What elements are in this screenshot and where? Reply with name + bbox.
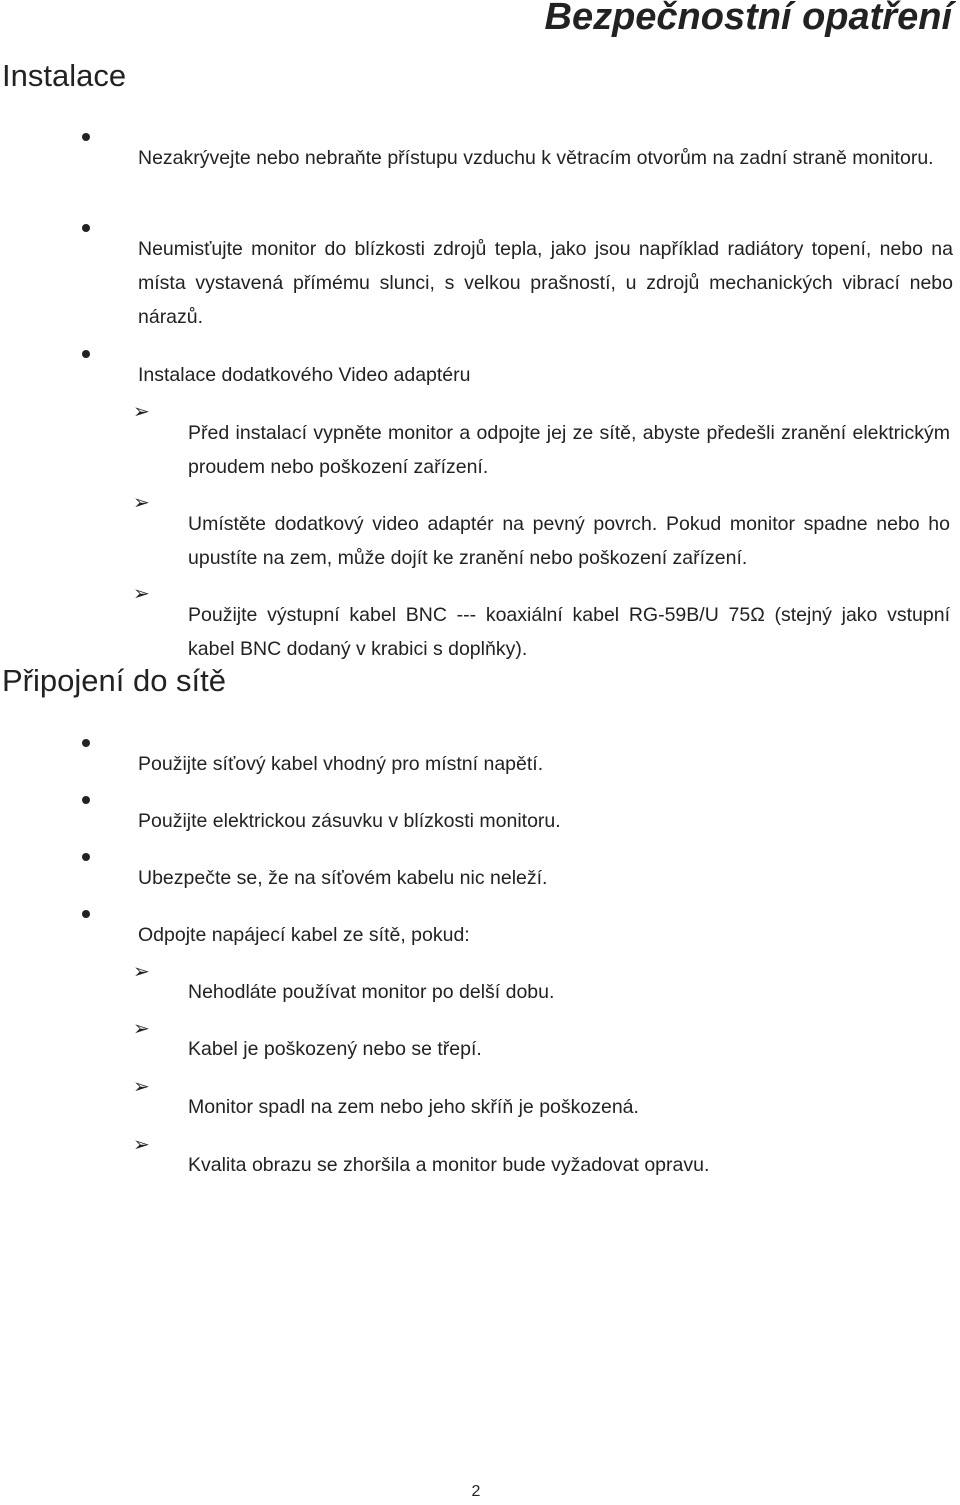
arrow-bullet-icon: ➢	[133, 401, 150, 423]
heading-installation: Instalace	[2, 58, 127, 93]
bullet-icon	[82, 853, 90, 861]
list-item: Instalace dodatkového Video adaptéru	[138, 363, 471, 386]
list-item: Nezakrývejte nebo nebraňte přístupu vzduchu k větracím otvorům na zadní straně monitoru.	[138, 146, 934, 169]
page-number: 2	[471, 1483, 481, 1500]
list-item: Použijte elektrickou zásuvku v blízkosti monitoru.	[138, 809, 561, 832]
bullet-icon	[82, 910, 90, 918]
bullet-icon	[82, 739, 90, 747]
arrow-bullet-icon: ➢	[133, 1018, 150, 1040]
document-title: Bezpečnostní opatření	[544, 0, 952, 38]
sub-list-item: Kabel je poškozený nebo se třepí.	[188, 1037, 482, 1060]
list-item: Použijte síťový kabel vhodný pro místní napětí.	[138, 752, 544, 775]
bullet-icon	[82, 133, 90, 141]
sub-list-item: Nehodláte používat monitor po delší dobu.	[188, 980, 555, 1003]
sub-list-item: Kvalita obrazu se zhoršila a monitor bude vyžadovat opravu.	[188, 1153, 710, 1176]
heading-network-connection: Připojení do sítě	[2, 663, 227, 698]
sub-list-item: Použijte výstupní kabel BNC --- koaxiální kabel RG-59B/U 75Ω (stejný jako vstupní kabel BNC dodaný v krabici s doplňky).	[188, 603, 950, 660]
sub-list-item: Umístěte dodatkový video adaptér na pevný povrch. Pokud monitor spadne nebo ho upustíte na zem, může dojít ke zranění nebo poškození zařízení.	[188, 512, 950, 569]
arrow-bullet-icon: ➢	[133, 492, 150, 514]
arrow-bullet-icon: ➢	[133, 1134, 150, 1156]
list-item: Neumisťujte monitor do blízkosti zdrojů tepla, jako jsou například radiátory topení, nebo na místa vystavená přímému slunci, s velkou prašností, u zdrojů mechanických vibrací nebo nárazů.	[138, 237, 953, 328]
arrow-bullet-icon: ➢	[133, 583, 150, 605]
bullet-icon	[82, 224, 90, 232]
sub-list-item: Monitor spadl na zem nebo jeho skříň je poškozená.	[188, 1095, 639, 1118]
list-item: Odpojte napájecí kabel ze sítě, pokud:	[138, 923, 470, 946]
bullet-icon	[82, 796, 90, 804]
arrow-bullet-icon: ➢	[133, 961, 150, 983]
arrow-bullet-icon: ➢	[133, 1076, 150, 1098]
sub-list-item: Před instalací vypněte monitor a odpojte jej ze sítě, abyste předešli zranění elektrickým proudem nebo poškození zařízení.	[188, 421, 950, 478]
bullet-icon	[82, 350, 90, 358]
list-item: Ubezpečte se, že na síťovém kabelu nic neleží.	[138, 866, 548, 889]
